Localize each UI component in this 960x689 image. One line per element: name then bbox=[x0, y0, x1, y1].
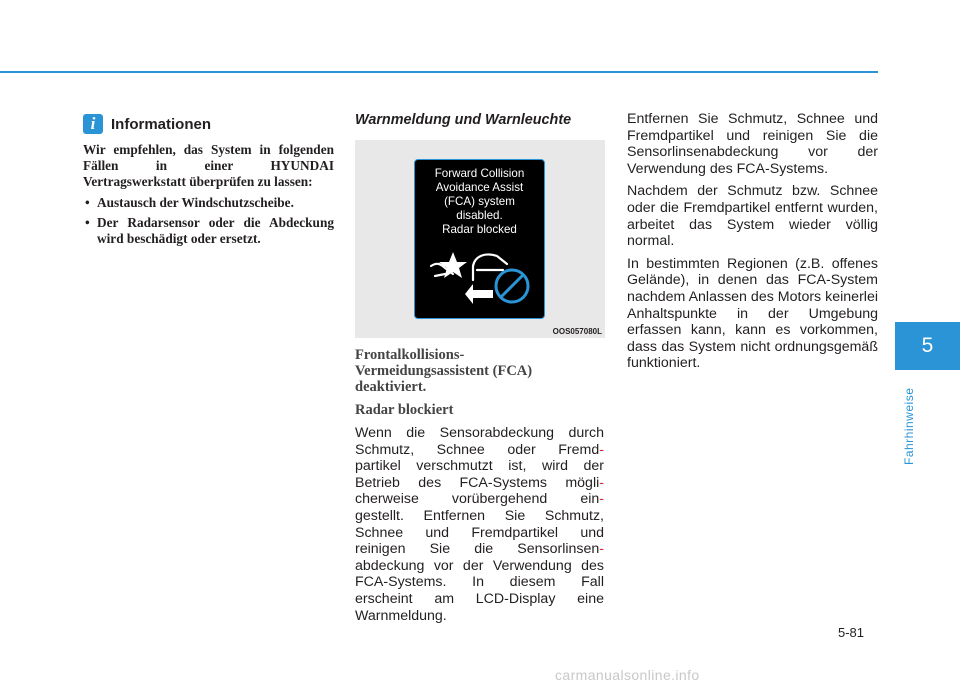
header-rule bbox=[0, 71, 878, 73]
info-body bbox=[83, 142, 334, 247]
info-bullet-list bbox=[83, 195, 334, 247]
warning-body bbox=[355, 425, 604, 624]
body-line: Schmutz, Schnee oder Fremd- bbox=[355, 441, 604, 458]
info-title: Informationen bbox=[111, 115, 211, 133]
display-line: Radar blocked bbox=[442, 223, 517, 236]
subhead-fca-disabled bbox=[355, 347, 604, 395]
paragraph: Nachdem der Schmutz bzw. Schnee oder die Fremdpartikel entfernt wurden, arbeitet das System wieder völlig normal. bbox=[627, 183, 878, 250]
paragraph: Entfernen Sie Schmutz, Schnee und Fremdpartikel und reinigen Sie die Sensorlinsenabdeckung vor der Verwendung des FCA-Systems. bbox=[627, 111, 878, 177]
info-bullet-item: • Der Radarsensor oder die Abdeckung wird beschädigt oder ersetzt. bbox=[83, 215, 334, 247]
body-line: abdeckung vor der Verwendung des bbox=[355, 557, 604, 574]
figure-code: OOS057080L bbox=[552, 327, 602, 336]
warning-section bbox=[355, 111, 604, 624]
display-line: Forward Collision bbox=[434, 167, 525, 180]
body-line: partikel verschmutzt ist, wird der bbox=[355, 458, 604, 475]
display-line: Avoidance Assist bbox=[435, 181, 524, 194]
subhead-line: Frontalkollisions- bbox=[355, 347, 465, 363]
body-line: Warnmeldung. bbox=[355, 607, 447, 624]
display-message bbox=[415, 160, 544, 237]
info-icon: i bbox=[83, 114, 103, 134]
chapter-label: Fahrhinweise bbox=[902, 387, 916, 465]
body-line: cherweise vorübergehend ein- bbox=[355, 491, 604, 508]
hyphen-mark: - bbox=[599, 474, 604, 491]
body-line: Betrieb des FCA-Systems mögli- bbox=[355, 474, 604, 491]
body-line: gestellt. Entfernen Sie Schmutz, bbox=[355, 507, 604, 524]
info-intro: Wir empfehlen, das System in folgenden Fällen in einer HYUNDAI Vertragswerkstatt überprüfen zu lassen: bbox=[83, 142, 334, 189]
section-title: Warnmeldung und Warnleuchte bbox=[355, 112, 572, 128]
subhead-radar-blocked: Radar blockiert bbox=[355, 402, 454, 418]
watermark: carmanualsonline.info bbox=[555, 667, 700, 683]
chapter-number: 5 bbox=[921, 334, 934, 357]
body-line: Schnee und Fremdpartikel und bbox=[355, 524, 604, 541]
chapter-number-tab bbox=[895, 322, 960, 370]
body-line: reinigen Sie die Sensorlinsen- bbox=[355, 541, 604, 558]
info-box bbox=[83, 113, 334, 251]
info-bullet-item: • Austausch der Windschutzscheibe. bbox=[83, 195, 334, 211]
body-line: FCA-Systems. In diesem Fall bbox=[355, 574, 604, 591]
display-line: disabled. bbox=[456, 209, 503, 222]
lcd-display bbox=[414, 159, 545, 319]
body-line: erscheint am LCD-Display eine bbox=[355, 590, 604, 607]
hyphen-mark: - bbox=[599, 491, 604, 508]
body-line: Wenn die Sensorabdeckung durch bbox=[355, 425, 604, 441]
subhead-line: Vermeidungsassistent (FCA) bbox=[355, 363, 533, 379]
right-column bbox=[627, 111, 878, 378]
fca-blocked-icon bbox=[415, 240, 543, 318]
subhead-line: deaktiviert. bbox=[355, 379, 427, 395]
display-line: (FCA) system bbox=[444, 195, 515, 208]
page-number: 5-81 bbox=[838, 625, 865, 640]
info-header bbox=[83, 113, 334, 135]
cluster-display-figure bbox=[355, 140, 605, 338]
paragraph: In bestimmten Regionen (z.B. offenes Gelände), in denen das FCA-System nachdem Anlassen des Motors keinerlei Anhaltspunkte in der Umgebung erfassen kann, kann es vorkommen, dass das System nicht ordnungsgemäß funktioniert. bbox=[627, 255, 878, 372]
hyphen-mark: - bbox=[599, 541, 604, 558]
hyphen-mark: - bbox=[599, 441, 604, 458]
